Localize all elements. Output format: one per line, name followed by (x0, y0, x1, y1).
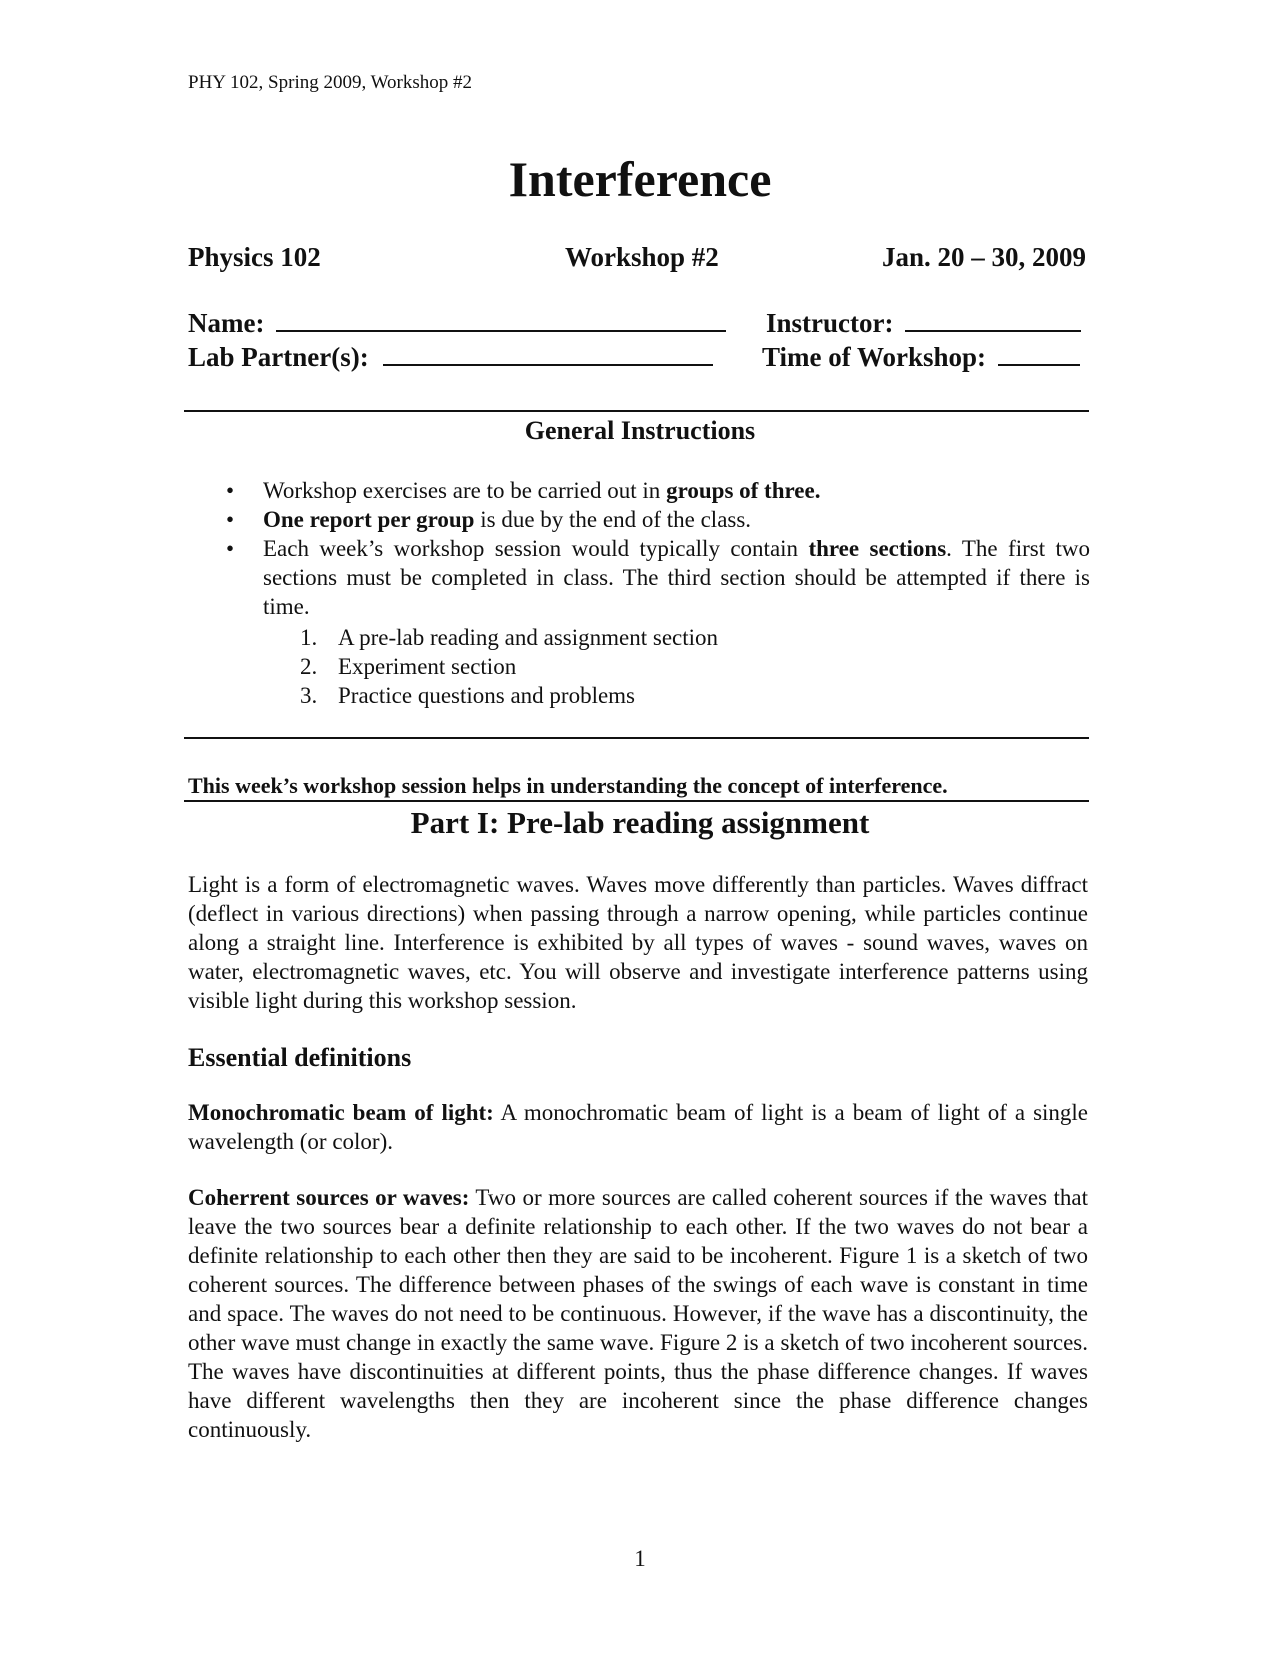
bullet-text: Each week’s workshop session would typically contain (263, 536, 809, 561)
bullet-icon: • (226, 507, 235, 532)
list-number: 1. (300, 625, 318, 650)
time-of-workshop-label: Time of Workshop: (762, 342, 987, 372)
definition-text: Two or more sources are called coherent sources if the waves that leave the two sources bear a definite relationship to each other. If the two waves do not bear a definite relationship to each other then they are said to be incoherent. Figure 1 is a sketch of two coherent sources. The difference between phases of the swings of each wave is constant in time and space. The waves do not need to be continuous. However, if the wave has a discontinuity, the other wave must change in exactly the same wave. Figure 2 is a sketch of two incoherent sources. The waves have discontinuities at different points, thus the phase difference changes. If waves have different wavelengths then they are incoherent since the phase difference changes continuously. (188, 1185, 1088, 1442)
page-number: 1 (634, 1546, 646, 1571)
bullet-emphasis: groups of three. (666, 478, 821, 503)
divider (184, 800, 1089, 802)
time-of-workshop-blank[interactable] (998, 342, 1080, 366)
general-instructions-heading: General Instructions (524, 416, 756, 445)
list-item (300, 623, 718, 652)
bullet-emphasis: three sections (808, 536, 947, 561)
workshop-dates: Jan. 20 – 30, 2009 (881, 242, 1086, 272)
running-head: PHY 102, Spring 2009, Workshop #2 (188, 72, 473, 93)
list-number: 3. (300, 683, 318, 708)
list-item (226, 505, 1090, 534)
lab-partner-blank[interactable] (383, 342, 713, 366)
list-number: 2. (300, 654, 318, 679)
instructor-blank[interactable] (905, 308, 1081, 332)
name-field (188, 308, 726, 339)
list-item (226, 476, 1090, 505)
part-one-title: Part I: Pre-lab reading assignment (410, 805, 870, 840)
lab-partner-field (188, 342, 713, 373)
list-item-text: A pre-lab reading and assignment section (338, 625, 719, 650)
list-item (300, 652, 718, 681)
definition-term: Monochromatic beam of light: (188, 1100, 494, 1125)
instructor-field (766, 308, 1081, 339)
list-item (300, 681, 718, 710)
definitions-heading: Essential definitions (188, 1043, 412, 1072)
workshop-number: Workshop #2 (565, 242, 719, 272)
lab-partner-label: Lab Partner(s): (188, 342, 369, 372)
focus-statement: This week’s workshop session helps in understanding the concept of interference. (188, 773, 948, 798)
list-item (226, 534, 1090, 621)
definition-monochromatic (188, 1098, 1088, 1156)
bullet-emphasis: One report per group (263, 507, 475, 532)
list-item-text: Experiment section (338, 654, 517, 679)
document-title: Interference (508, 151, 772, 207)
name-blank[interactable] (276, 308, 726, 332)
bullet-text-end: . The first two sections must be completed in class. The third section should be attempted if there is time. (263, 536, 1090, 619)
list-item-text: Practice questions and problems (338, 683, 636, 708)
bullet-text: Workshop exercises are to be carried out in (263, 478, 667, 503)
definition-coherent (188, 1183, 1088, 1444)
definition-term: Coherrent sources or waves: (188, 1185, 470, 1210)
bullet-icon: • (226, 478, 235, 503)
divider (184, 737, 1089, 739)
divider (184, 410, 1089, 412)
intro-paragraph: Light is a form of electromagnetic waves. Waves move differently than particles. Waves diffract (deflect in various directions) when passing through a narrow opening, while particles continue along a straight line. Interference is exhibited by all types of waves - sound waves, waves on water, electromagnetic waves, etc. You will observe and investigate interference patterns using visible light during this workshop session. (188, 872, 1088, 1013)
bullet-icon: • (226, 536, 235, 561)
name-label: Name: (188, 308, 265, 338)
course-name: Physics 102 (188, 242, 321, 272)
instructions-list (226, 476, 1090, 621)
instructor-label: Instructor: (766, 308, 894, 338)
time-of-workshop-field (762, 342, 1080, 373)
definition-text: A monochromatic beam of light is a beam of light of a single wavelength (or color). (188, 1100, 1089, 1154)
sections-list (300, 623, 718, 710)
bullet-text-end: is due by the end of the class. (474, 507, 752, 532)
